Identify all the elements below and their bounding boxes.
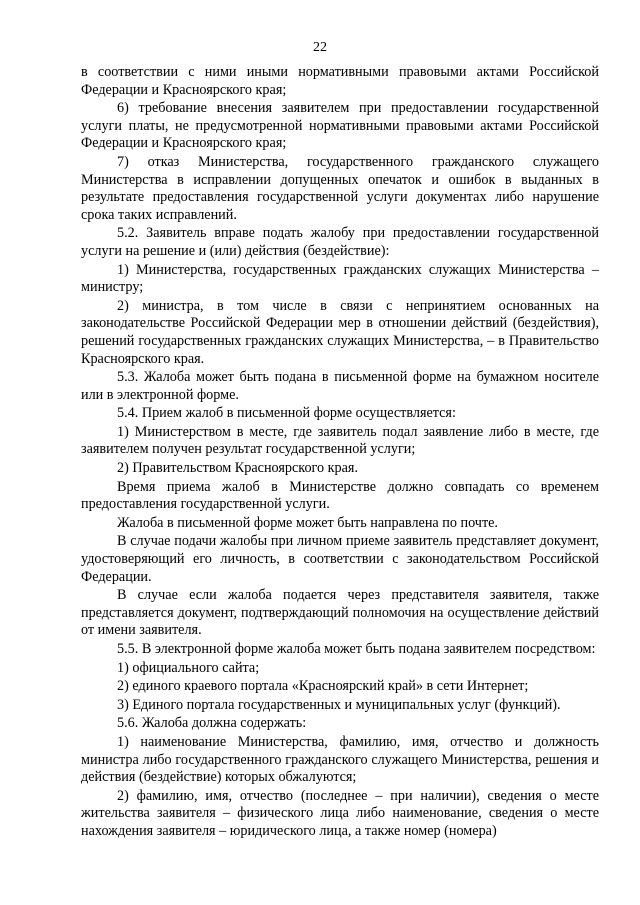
paragraph: 5.4. Прием жалоб в письменной форме осуществляется: xyxy=(117,405,456,422)
paragraph: 5.3. Жалоба может быть подана в письменной форме на бумажном носителе или в электронной форме. xyxy=(81,369,599,403)
paragraph: 6) требование внесения заявителем при предоставлении государственной услуги платы, не предусмотренной нормативными правовыми актами Российской Федерации и Красноярского края; xyxy=(81,100,599,152)
paragraph: 7) отказ Министерства, государственного гражданского служащего Министерства в исправлении допущенных опечаток и ошибок в выданных в результате предоставления государственной услуги документах либо нарушение срока таких исправлений. xyxy=(81,153,599,223)
paragraph: В случае подачи жалобы при личном приеме заявитель представляет документ, удостоверяющий его личность, в соответствии с законодательством Российской Федерации. xyxy=(81,533,599,585)
paragraph: 1) наименование Министерства, фамилию, имя, отчество и должность министра либо государственного гражданского служащего Министерства, решения и действия (бездействие) которых обжалуются; xyxy=(81,733,599,786)
paragraph: 1) официального сайта; xyxy=(117,659,260,676)
paragraph: 3) Единого портала государственных и муниципальных услуг (функций). xyxy=(117,696,561,713)
document-body xyxy=(81,64,599,842)
paragraph: в соответствии с ними иными нормативными правовыми актами Российской Федерации и Красноярского края; xyxy=(81,64,599,98)
paragraph: 1) Министерством в месте, где заявитель подал заявление либо в месте, где заявителем получен результат государственной услуги; xyxy=(81,423,599,458)
paragraph: 5.2. Заявитель вправе подать жалобу при предоставлении государственной услуги на решение и (или) действия (бездействие): xyxy=(81,225,599,259)
paragraph: 2) министра, в том числе в связи с непринятием основанных на законодательстве Российской Федерации мер в отношении действий (бездействия), решений государственных гражданских служащих Министерства, – в Правительство Красноярского края. xyxy=(81,297,599,367)
page-number: 22 xyxy=(313,40,327,55)
paragraph: Жалоба в письменной форме может быть направлена по почте. xyxy=(117,514,498,531)
paragraph: 2) Правительством Красноярского края. xyxy=(117,460,358,477)
paragraph: 2) единого краевого портала «Красноярский край» в сети Интернет; xyxy=(117,678,529,695)
paragraph: 2) фамилию, имя, отчество (последнее – при наличии), сведения о месте жительства заявителя – физического лица либо наименование, сведения о месте нахождения заявителя – юридического лица, а также номер (номера) xyxy=(81,787,599,839)
paragraph: Время приема жалоб в Министерстве должно совпадать со временем предоставления государственной услуги. xyxy=(81,478,599,513)
paragraph: В случае если жалоба подается через представителя заявителя, также представляется документ, подтверждающий полномочия на осуществление действий от имени заявителя. xyxy=(81,587,599,639)
paragraph: 5.5. В электронной форме жалоба может быть подана заявителем посредством: xyxy=(117,641,596,657)
paragraph: 1) Министерства, государственных гражданских служащих Министерства – министру; xyxy=(81,261,599,296)
paragraph: 5.6. Жалоба должна содержать: xyxy=(117,715,307,732)
